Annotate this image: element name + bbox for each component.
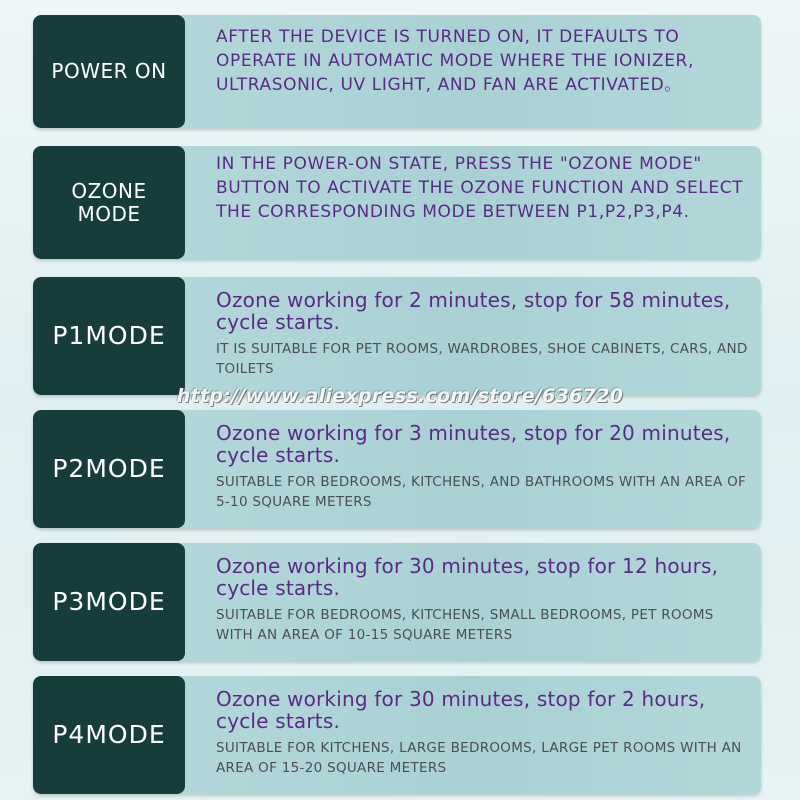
mode-row-p3 xyxy=(33,543,761,661)
mode-description: AFTER THE DEVICE IS TURNED ON, IT DEFAULTS TO OPERATE IN AUTOMATIC MODE WHERE THE IONIZER, ULTRASONIC, UV LIGHT, AND FAN ARE ACTIVATED。 xyxy=(216,27,694,95)
mode-note: SUITABLE FOR KITCHENS, LARGE BEDROOMS, LARGE PET ROOMS WITH AN AREA OF 15-20 SQUARE METERS xyxy=(216,740,742,776)
mode-label: P3MODE xyxy=(33,543,185,661)
mode-note: SUITABLE FOR BEDROOMS, KITCHENS, AND BATHROOMS WITH AN AREA OF 5-10 SQUARE METERS xyxy=(216,474,747,510)
mode-row-ozone-mode xyxy=(33,146,761,259)
mode-label: P2MODE xyxy=(33,410,185,528)
store-url-watermark: http://www.aliexpress.com/store/636720 xyxy=(176,385,624,407)
mode-label: POWER ON xyxy=(33,15,185,128)
mode-row-p4 xyxy=(33,676,761,794)
mode-row-power-on xyxy=(33,15,761,128)
mode-headline: Ozone working for 30 minutes, stop for 12 hours, cycle starts. xyxy=(216,554,719,600)
mode-headline: Ozone working for 3 minutes, stop for 20 minutes, cycle starts. xyxy=(216,421,731,467)
mode-note: IT IS SUITABLE FOR PET ROOMS, WARDROBES, SHOE CABINETS, CARS, AND TOILETS xyxy=(216,341,748,377)
mode-headline: Ozone working for 2 minutes, stop for 58 minutes, cycle starts. xyxy=(216,288,731,334)
mode-description xyxy=(216,289,751,379)
mode-label: OZONE MODE xyxy=(33,146,185,259)
mode-description: IN THE POWER-ON STATE, PRESS THE "OZONE MODE" BUTTON TO ACTIVATE THE OZONE FUNCTION AND SELECT THE CORRESPONDING MODE BETWEEN P1,P2,P3,P4. xyxy=(216,154,744,222)
mode-headline: Ozone working for 30 minutes, stop for 2 hours, cycle starts. xyxy=(216,687,706,733)
mode-row-p1 xyxy=(33,277,761,395)
mode-description xyxy=(216,555,751,645)
mode-label: P4MODE xyxy=(33,676,185,794)
mode-note: SUITABLE FOR BEDROOMS, KITCHENS, SMALL BEDROOMS, PET ROOMS WITH AN AREA OF 10-15 SQUARE METERS xyxy=(216,607,714,643)
mode-description xyxy=(216,422,751,512)
mode-description xyxy=(216,688,751,778)
mode-label: P1MODE xyxy=(33,277,185,395)
mode-row-p2 xyxy=(33,410,761,528)
